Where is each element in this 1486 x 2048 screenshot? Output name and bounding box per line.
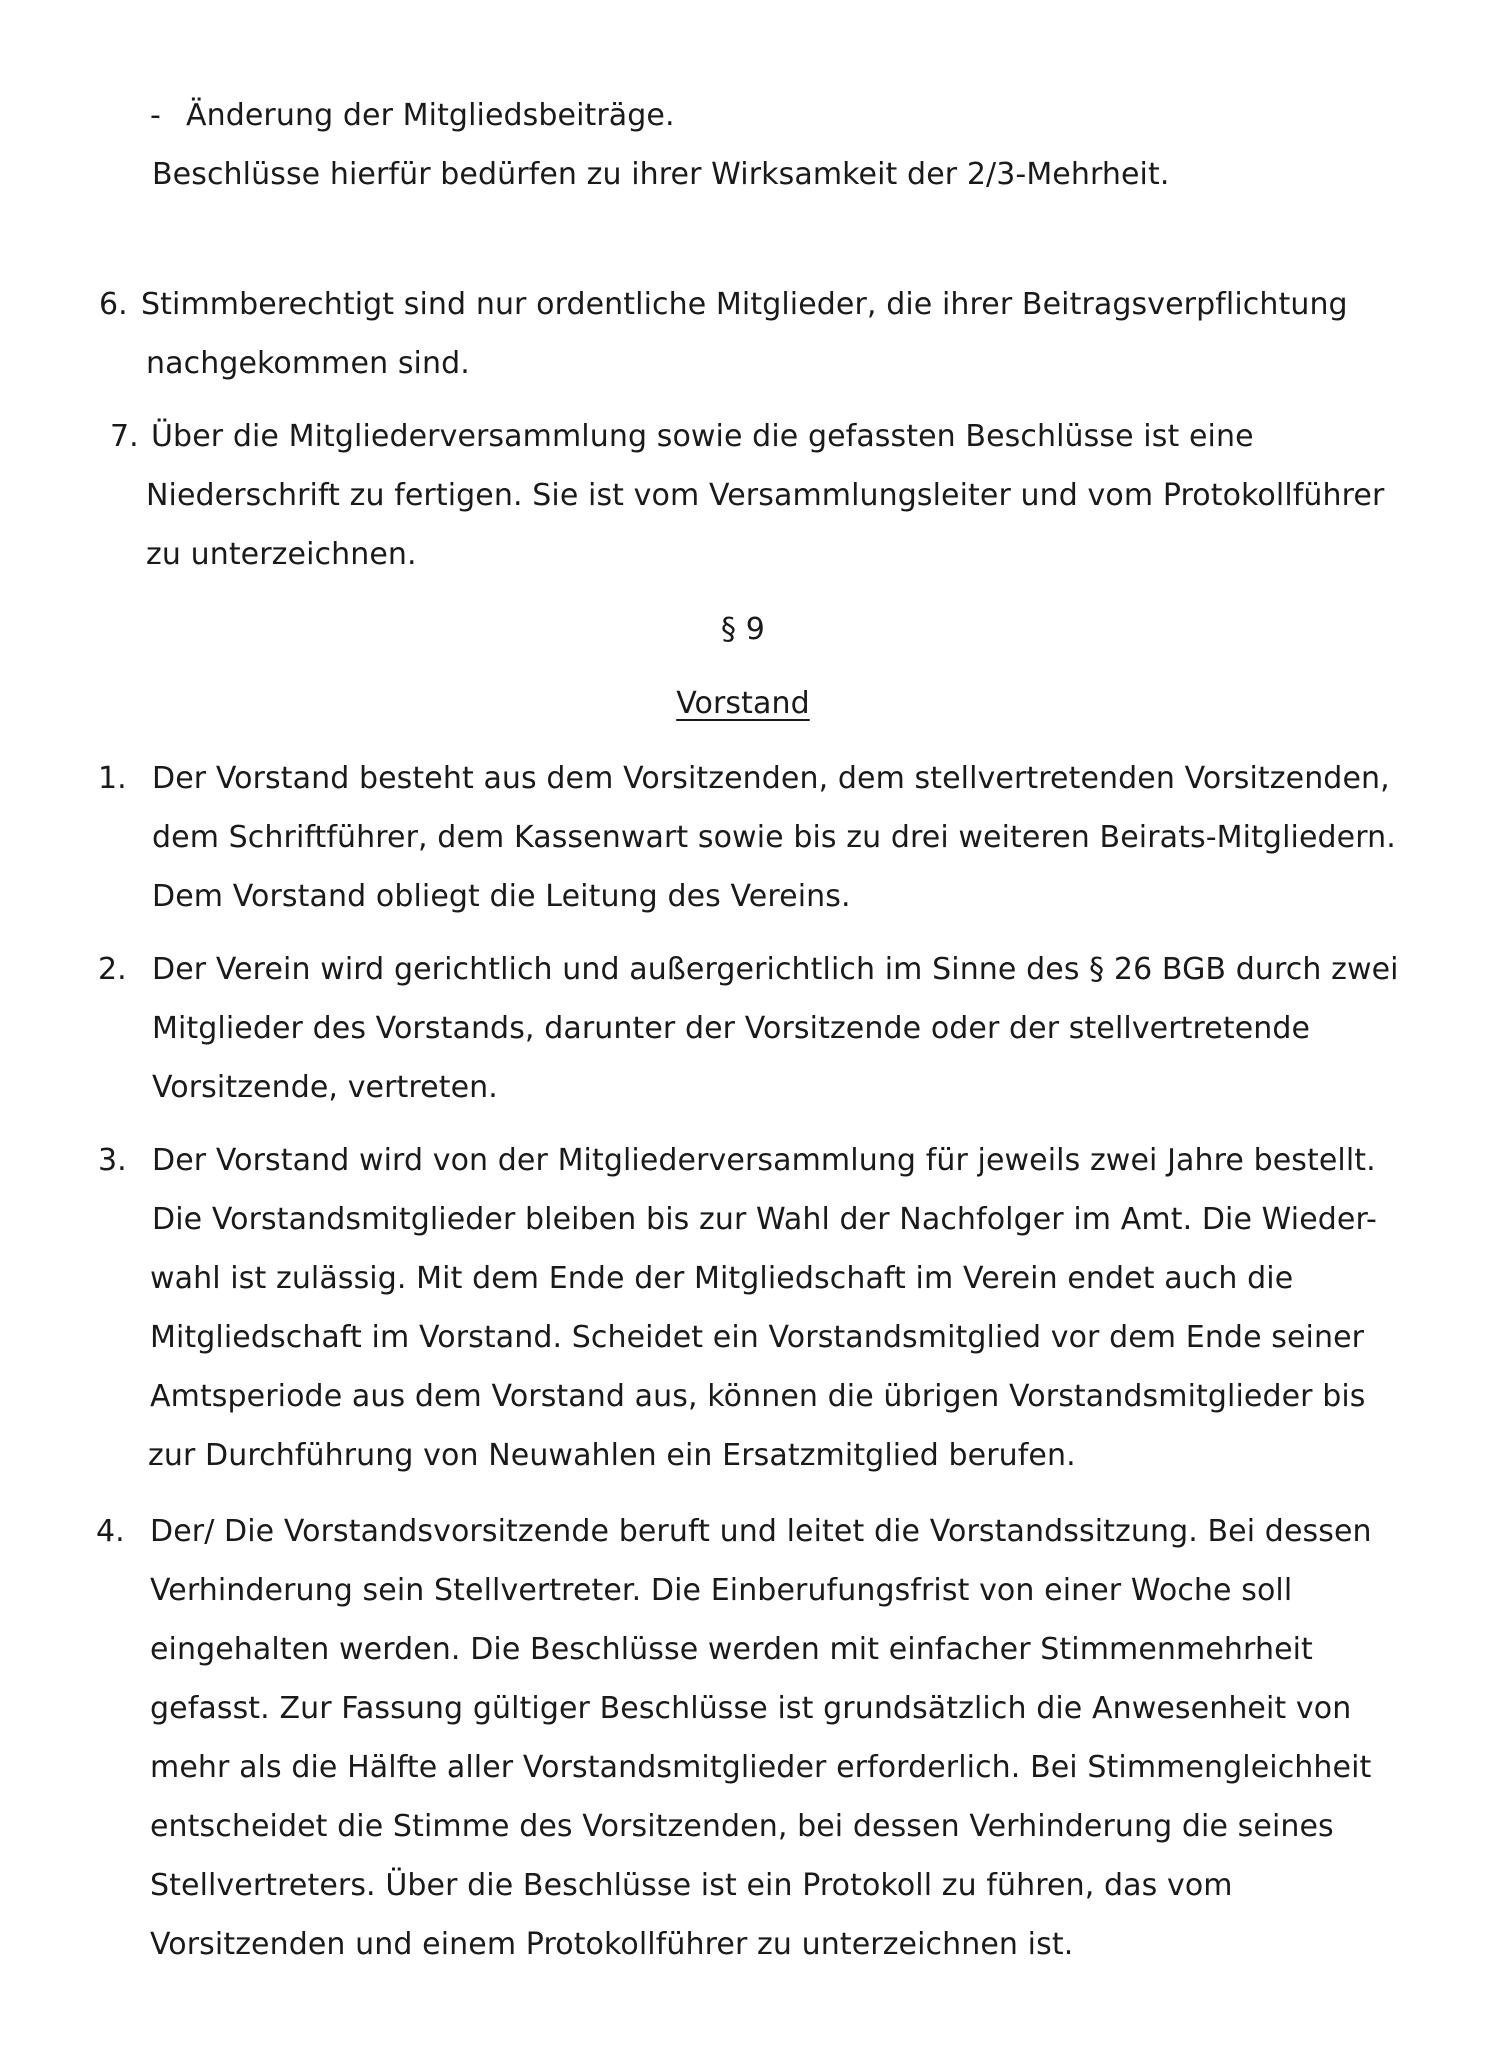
item-line: Stimmberechtigt sind nur ordentliche Mitglieder, die ihrer Beitragsverpflichtung xyxy=(141,287,1348,322)
item-line: Verhinderung sein Stellvertreter. Die Einberufungsfrist von einer Woche soll xyxy=(150,1573,1293,1608)
item-line: Vorsitzende, vertreten. xyxy=(152,1070,498,1105)
item-number: 4. xyxy=(96,1514,125,1549)
item-line: Mitglieder des Vorstands, darunter der Vorsitzende oder der stellvertretende xyxy=(152,1011,1311,1046)
section-number: § 9 xyxy=(721,612,765,647)
item-number: 1. xyxy=(98,761,127,796)
item-line: Der Verein wird gerichtlich und außergerichtlich im Sinne des § 26 BGB durch zwei xyxy=(152,952,1399,987)
item-line: mehr als die Hälfte aller Vorstandsmitglieder erforderlich. Bei Stimmengleichheit xyxy=(150,1750,1372,1785)
item-line: Mitgliedschaft im Vorstand. Scheidet ein Vorstandsmitglied vor dem Ende seiner xyxy=(150,1320,1365,1355)
item-line: Die Vorstandsmitglieder bleiben bis zur Wahl der Nachfolger im Amt. Die Wieder- xyxy=(152,1202,1377,1237)
section-title-wrapper xyxy=(0,674,1486,733)
item-line: Amtsperiode aus dem Vorstand aus, können die übrigen Vorstandsmitglieder bis xyxy=(150,1379,1366,1414)
item-line: Niederschrift zu fertigen. Sie ist vom Versammlungsleiter und vom Protokollführer xyxy=(146,478,1385,513)
item-line: Der Vorstand besteht aus dem Vorsitzenden, dem stellvertretenden Vorsitzenden, xyxy=(152,761,1390,796)
bullet-marker: - xyxy=(150,98,161,133)
item-line: entscheidet die Stimme des Vorsitzenden, bei dessen Verhinderung die seines xyxy=(150,1809,1334,1844)
item-line: Der Vorstand wird von der Mitgliederversammlung für jeweils zwei Jahre bestellt. xyxy=(152,1143,1376,1178)
item-line: zu unterzeichnen. xyxy=(146,537,417,572)
item-line: Stellvertreters. Über die Beschlüsse ist ein Protokoll zu führen, das vom xyxy=(150,1868,1233,1903)
item-line: dem Schriftführer, dem Kassenwart sowie bis zu drei weiteren Beirats-Mitgliedern. xyxy=(152,820,1396,855)
section-title: Vorstand xyxy=(676,686,810,721)
item-line: eingehalten werden. Die Beschlüsse werden mit einfacher Stimmenmehrheit xyxy=(150,1632,1313,1667)
item-line: gefasst. Zur Fassung gültiger Beschlüsse ist grundsätzlich die Anwesenheit von xyxy=(150,1691,1352,1726)
item-number: 3. xyxy=(98,1143,127,1178)
bullet-text: Änderung der Mitgliedsbeiträge. xyxy=(186,98,675,133)
item-number: 7. xyxy=(110,419,139,454)
item-number: 2. xyxy=(98,952,127,987)
item-line: Dem Vorstand obliegt die Leitung des Vereins. xyxy=(152,879,851,914)
bullet-note: Beschlüsse hierfür bedürfen zu ihrer Wirksamkeit der 2/3-Mehrheit. xyxy=(152,157,1170,192)
item-line: Der/ Die Vorstandsvorsitzende beruft und leitet die Vorstandssitzung. Bei dessen xyxy=(150,1514,1372,1549)
item-line: zur Durchführung von Neuwahlen ein Ersatzmitglied berufen. xyxy=(148,1438,1076,1473)
item-line: Über die Mitgliederversammlung sowie die gefassten Beschlüsse ist eine xyxy=(151,419,1254,454)
item-number: 6. xyxy=(99,287,128,322)
item-line: nachgekommen sind. xyxy=(146,346,470,381)
item-line: Vorsitzenden und einem Protokollführer zu unterzeichnen ist. xyxy=(150,1927,1074,1962)
item-line: wahl ist zulässig. Mit dem Ende der Mitgliedschaft im Verein endet auch die xyxy=(150,1261,1294,1296)
